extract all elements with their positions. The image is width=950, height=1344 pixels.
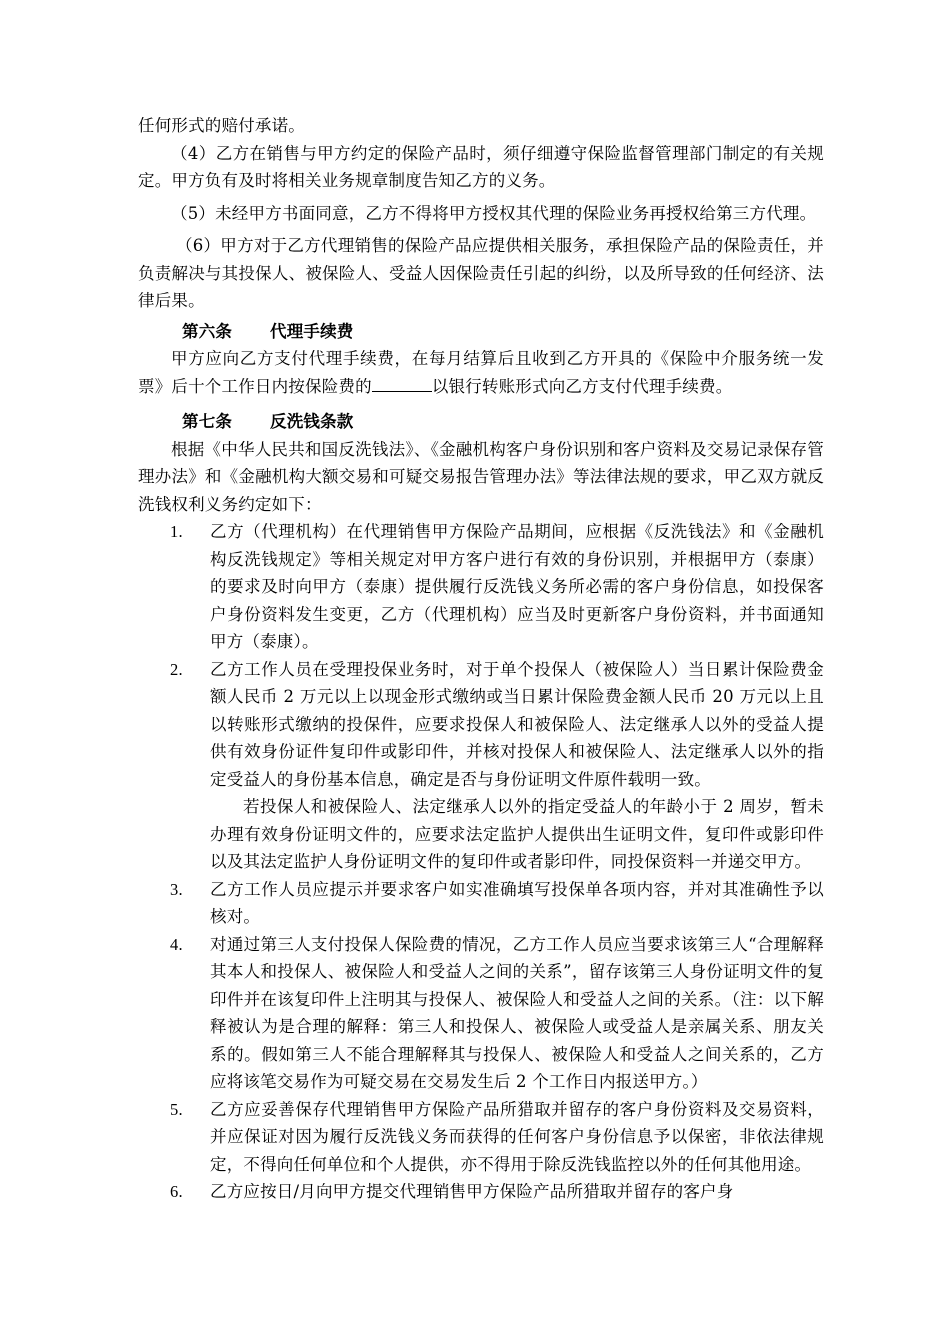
list-item-number: 3. (170, 879, 183, 899)
list-item (138, 656, 824, 876)
paragraph-clause-4: （4）乙方在销售与甲方约定的保险产品时，须仔细遵守保险监督管理部门制定的有关规定。甲方负有及时将相关业务规章制度告知乙方的义务。 (138, 143, 824, 190)
list-item-number: 1. (170, 522, 183, 541)
list-item (138, 931, 824, 1096)
list-item-number: 5. (170, 1099, 183, 1119)
document-body (138, 112, 824, 1206)
article-6-text-after: 以银行转账形式向乙方支付代理手续费。 (431, 376, 733, 396)
article-6-number: 第六条 (182, 321, 233, 341)
list-item-text: 乙方（代理机构）在代理销售甲方保险产品期间，应根据《反洗钱法》和《金融机构反洗钱规定》等相关规定对甲方客户进行有效的身份识别，并根据甲方（泰康）的要求及时向甲方（泰康）提供履行反洗钱义务所必需的客户身份信息，如投保客户身份资料发生变更，乙方（代理机构）应当及时更新客户身份资料，并书面通知甲方（泰康）。 (210, 522, 824, 651)
paragraph-continuation: 任何形式的赔付承诺。 (138, 116, 305, 135)
article-7-number: 第七条 (182, 412, 233, 431)
list-item (138, 1096, 824, 1179)
article-7-intro: 根据《中华人民共和国反洗钱法》、《金融机构客户身份识别和客户资料及交易记录保存管理办法》和《金融机构大额交易和可疑交易报告管理办法》等法律法规的要求，甲乙双方就反洗钱权利义务约定如下： (138, 439, 824, 514)
article-7-heading (138, 408, 824, 436)
list-item-number: 2. (170, 659, 183, 679)
list-item-number: 6. (170, 1182, 183, 1201)
article-6-body (138, 345, 824, 400)
list-item-text: 乙方工作人员应提示并要求客户如实准确填写投保单各项内容，并对其准确性予以核对。 (210, 879, 824, 926)
article-6-text-before: 甲方应向乙方支付代理手续费，在每月结算后且收到乙方开具的《保险中介服务统一发票》后十个工作日内按保险费的 (138, 349, 824, 396)
list-item-text: 乙方工作人员在受理投保业务时，对于单个投保人（被保险人）当日累计保险费金额人民币 2 万元以上以现金形式缴纳或当日累计保险费金额人民币 20 万元以上且以转账形式缴纳的投保件，应要求投保人和被保险人、法定继承人以外的受益人提供有效身份证件复印件或影印件，并核对投保人和被保险人、法定继承人以外的指定受益人的身份基本信息，确定是否与身份证明文件原件载明一致。 (210, 659, 824, 789)
paragraph-clause-5: （5）未经甲方书面同意，乙方不得将甲方授权其代理的保险业务再授权给第三方代理。 (171, 203, 817, 223)
list-item-text: 对通过第三人支付投保人保险费的情况，乙方工作人员应当要求该第三人“合理解释其本人和投保人、被保险人和受益人之间的关系”，留存该第三人身份证明文件的复印件并在该复印件上注明其与投保人、被保险人和受益人之间的关系。（注：以下解释被认为是合理的解释：第三人和投保人、被保险人或受益人是亲属关系、朋友关系的。假如第三人不能合理解释其与投保人、被保险人和受益人之间关系的，乙方应将该笔交易作为可疑交易在交易发生后 2 个工作日内报送甲方。） (210, 934, 824, 1091)
paragraph-clause-6: （6）甲方对于乙方代理销售的保险产品应提供相关服务，承担保险产品的保险责任，并负责解决与其投保人、被保险人、受益人因保险责任引起的纠纷，以及所导致的任何经济、法律后果。 (138, 236, 824, 310)
list-item (138, 876, 824, 931)
fee-rate-blank (372, 374, 432, 392)
article-6-heading (138, 318, 824, 346)
list-item (138, 518, 824, 656)
list-item-text: 乙方应妥善保存代理销售甲方保险产品所猎取并留存的客户身份资料及交易资料，并应保证对因为履行反洗钱义务而获得的任何客户身份信息予以保密，非依法律规定，不得向任何单位和个人提供，亦不得用于除反洗钱监控以外的任何其他用途。 (210, 1099, 824, 1174)
list-item-number: 4. (170, 934, 183, 954)
article-7-title: 反洗钱条款 (270, 412, 354, 431)
list-item (138, 1178, 824, 1206)
list-item-subparagraph: 若投保人和被保险人、法定继承人以外的指定受益人的年龄小于 2 周岁，暂未办理有效身份证明文件的，应要求法定监护人提供出生证明文件，复印件或影印件以及其法定监护人身份证明文件的复印件或者影印件，同投保资料一并递交甲方。 (210, 797, 824, 871)
list-item-text: 乙方应按日/月向甲方提交代理销售甲方保险产品所猎取并留存的客户身 (210, 1182, 734, 1201)
article-7-list (138, 518, 824, 1206)
article-6-title: 代理手续费 (270, 321, 354, 341)
